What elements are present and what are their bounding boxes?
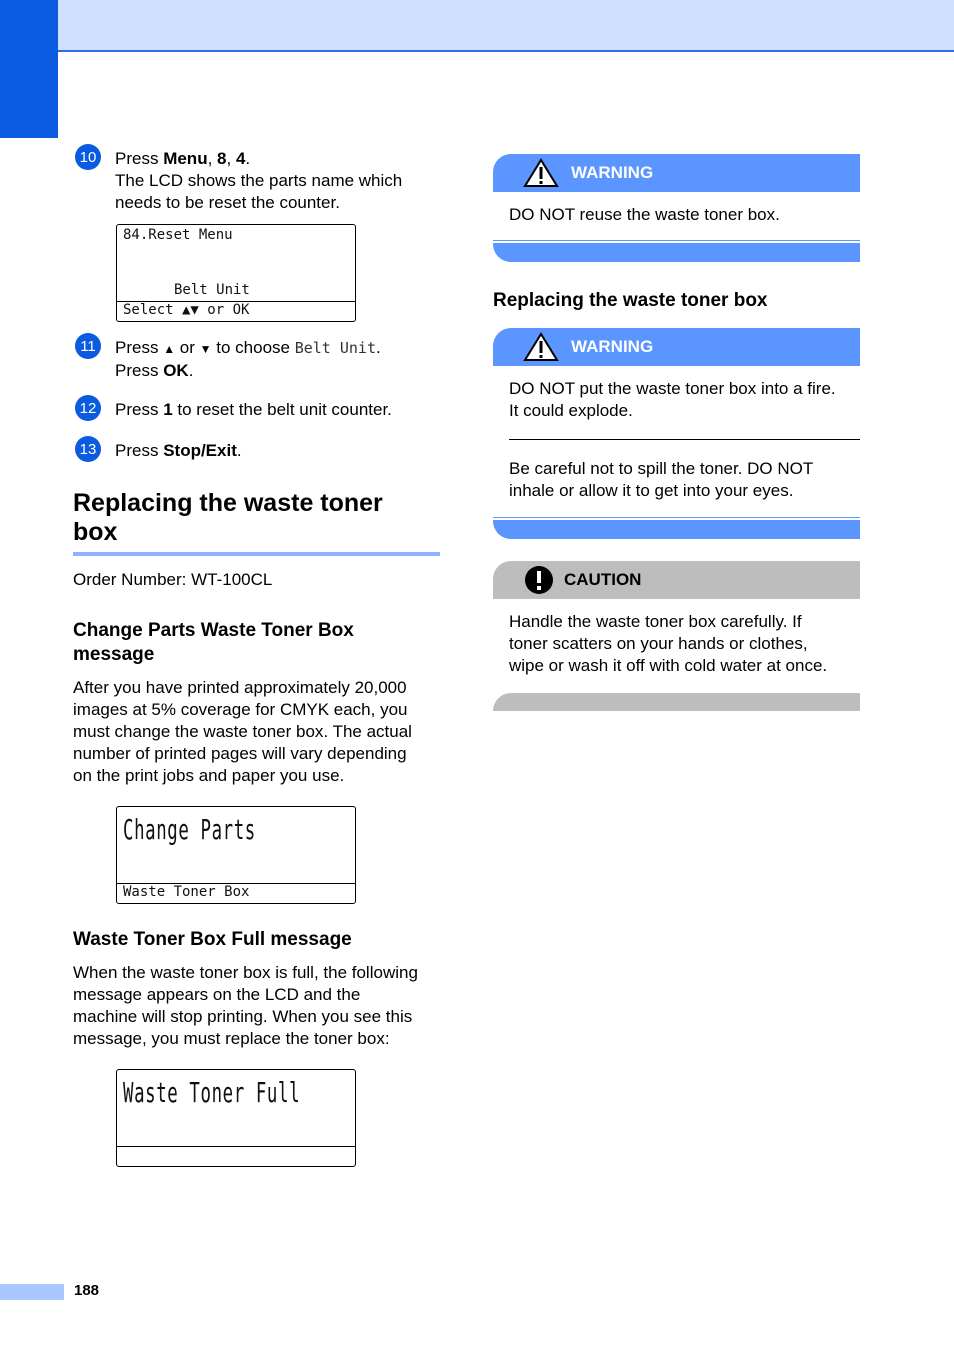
warning-label: WARNING: [571, 337, 654, 356]
step-10-text: [115, 148, 402, 214]
ok-key: OK: [163, 361, 189, 380]
lcd-line-3: Select ▲▼ or OK: [123, 302, 250, 318]
warning-text-2: [509, 458, 860, 502]
warning-label: WARNING: [571, 163, 654, 182]
subheading-replacing: Replacing the waste toner box: [493, 290, 768, 311]
caution-label: CAUTION: [564, 570, 642, 589]
step-number-11: 11: [75, 333, 101, 359]
step-12-text: [115, 399, 392, 421]
text: ,: [207, 149, 218, 168]
text: number of printed pages will vary depending: [73, 744, 407, 763]
text: After you have printed approximately 20,000: [73, 678, 407, 697]
step-number-12: 12: [75, 395, 101, 421]
down-arrow-icon: ▼: [199, 342, 212, 356]
text: message appears on the LCD and the: [73, 985, 361, 1004]
caution-text: [509, 611, 860, 677]
header-band: [0, 0, 954, 52]
section-title: [73, 489, 440, 547]
exclamation-circle-icon: [524, 565, 554, 595]
key-8: 8: [217, 149, 227, 168]
text: .: [236, 441, 242, 460]
warning-box-1: [493, 154, 860, 262]
lcd-line-1: 84.Reset Menu: [123, 227, 233, 243]
text: wipe or wash it off with cold water at once.: [509, 656, 828, 675]
text: on the print jobs and paper you use.: [73, 766, 345, 785]
caution-header: [493, 561, 860, 599]
text: Press: [115, 361, 164, 380]
section-heading: [73, 489, 440, 556]
lcd-large-text: Change Parts: [123, 813, 256, 846]
text: .: [375, 338, 381, 357]
lcd-small-text: Waste Toner Box: [123, 884, 250, 900]
text: to choose: [211, 338, 295, 357]
text: inhale or allow it to get into your eyes.: [509, 481, 794, 500]
step-number-10: 10: [75, 144, 101, 170]
warning-header: [493, 328, 860, 366]
lcd-large-text: Waste Toner Full: [123, 1076, 301, 1109]
warning-text: DO NOT reuse the waste toner box.: [509, 205, 780, 224]
text: Press: [115, 441, 164, 460]
text: DO NOT put the waste toner box into a fire.: [509, 379, 836, 398]
lcd-waste-toner-full: [116, 1069, 356, 1167]
text: message: [73, 644, 155, 665]
caution-box: [493, 561, 860, 711]
warning-footer: [493, 240, 860, 262]
text: .: [245, 149, 251, 168]
text: When the waste toner box is full, the following: [73, 963, 418, 982]
text: It could explode.: [509, 401, 633, 420]
text: Press: [115, 149, 164, 168]
title-line-2: box: [73, 518, 118, 546]
text: Press: [115, 400, 164, 419]
warning-divider: [509, 439, 860, 440]
subheading-change-parts: [73, 619, 354, 667]
lcd-change-parts: [116, 806, 356, 904]
paragraph-waste-full: [73, 962, 418, 1050]
warning-triangle-icon: [523, 158, 559, 188]
caution-footer: [493, 693, 860, 711]
text: images at 5% coverage for CMYK each, you: [73, 700, 408, 719]
text: to reset the belt unit counter.: [172, 400, 392, 419]
warning-header: [493, 154, 860, 192]
text: machine will stop printing. When you see this: [73, 1007, 413, 1026]
lcd-reset-menu: [116, 224, 356, 322]
text: ,: [226, 149, 236, 168]
text: Handle the waste toner box carefully. If: [509, 612, 802, 631]
order-number: Order Number: WT-100CL: [73, 570, 273, 589]
text: toner scatters on your hands or clothes,: [509, 634, 808, 653]
warning-box-2: [493, 328, 860, 539]
step-11-text: [115, 337, 381, 382]
lcd-line-2: Belt Unit: [174, 282, 250, 298]
warning-text-1: [509, 378, 860, 422]
text: must change the waste toner box. The actual: [73, 722, 412, 741]
step-13-text: [115, 440, 242, 462]
text: Be careful not to spill the toner. DO NOT: [509, 459, 814, 478]
warning-footer: [493, 517, 860, 539]
stop-exit-key: Stop/Exit: [163, 441, 237, 460]
lcd-divider: [117, 1146, 355, 1147]
menu-key: Menu: [163, 149, 208, 168]
paragraph-change-parts: [73, 677, 412, 787]
text: Change Parts Waste Toner Box: [73, 620, 354, 641]
option-name: Belt Unit: [294, 339, 376, 357]
title-line-1: Replacing the waste toner: [73, 489, 383, 517]
text: or: [175, 338, 200, 357]
section-rule: [73, 552, 440, 556]
key-4: 4: [235, 149, 246, 168]
key-1: 1: [163, 400, 173, 419]
subheading-waste-full: Waste Toner Box Full message: [73, 929, 352, 950]
up-arrow-icon: ▲: [163, 342, 176, 356]
page-number-tab: [0, 1284, 64, 1300]
warning-triangle-icon: [523, 332, 559, 362]
chapter-tab: [0, 0, 58, 138]
text: Press: [115, 338, 164, 357]
text: .: [188, 361, 194, 380]
text: The LCD shows the parts name which: [115, 171, 403, 190]
text: needs to be reset the counter.: [115, 193, 340, 212]
text: message, you must replace the toner box:: [73, 1029, 390, 1048]
page-number: 188: [74, 1282, 100, 1299]
step-number-13: 13: [75, 436, 101, 462]
